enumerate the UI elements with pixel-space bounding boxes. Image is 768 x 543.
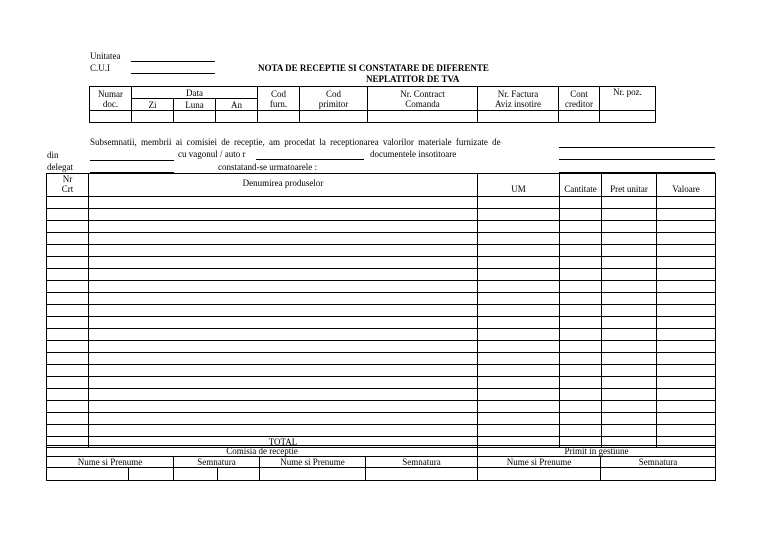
valoare-header: Valoare [657, 174, 716, 197]
nume-prenume-header-2: Nume si Prenume [260, 457, 366, 468]
cod-primitor-header: Cod primitor [300, 87, 368, 111]
valoare-cell[interactable] [657, 197, 716, 209]
table-row [47, 257, 716, 269]
pret-unitar-cell[interactable] [602, 353, 657, 365]
pret-unitar-cell[interactable] [602, 221, 657, 233]
valoare-cell[interactable] [657, 281, 716, 293]
nr-crt-cell[interactable] [47, 329, 89, 341]
nr-crt-cell[interactable] [47, 245, 89, 257]
pret-unitar-cell[interactable] [602, 257, 657, 269]
denumire-cell[interactable] [89, 281, 478, 293]
denumire-cell[interactable] [89, 257, 478, 269]
primit-gestiune-header: Primit in gestiune [478, 446, 716, 457]
nr-crt-cell[interactable] [47, 353, 89, 365]
vagon-field-line [256, 159, 364, 160]
valoare-cell[interactable] [657, 209, 716, 221]
total-label: TOTAL [89, 437, 478, 448]
delegat-label: delegat [47, 162, 73, 172]
constatand-label: constatand-se urmatoarele : [218, 162, 317, 172]
semnatura-cell-3[interactable] [601, 468, 716, 481]
cantitate-cell[interactable] [560, 293, 602, 305]
an-cell[interactable] [216, 111, 258, 123]
pret-unitar-cell[interactable] [602, 413, 657, 425]
cantitate-cell[interactable] [560, 269, 602, 281]
denumire-cell[interactable] [89, 365, 478, 377]
denumire-cell[interactable] [89, 197, 478, 209]
nr-crt-cell[interactable] [47, 377, 89, 389]
vagon-label: cu vagonul / auto r [178, 149, 246, 159]
pret-unitar-cell[interactable] [602, 401, 657, 413]
semnatura-header-2: Semnatura [366, 457, 478, 468]
denumire-cell[interactable] [89, 341, 478, 353]
nr-crt-cell[interactable] [47, 425, 89, 437]
cont-creditor-cell[interactable] [559, 111, 600, 123]
numar-doc-cell[interactable] [90, 111, 132, 123]
denumire-cell[interactable] [89, 317, 478, 329]
um-cell[interactable] [478, 413, 560, 425]
denumire-cell[interactable] [89, 269, 478, 281]
luna-header: Luna [174, 99, 216, 111]
document-subtitle: NEPLATITOR DE TVA [366, 74, 460, 84]
pret-unitar-cell[interactable] [602, 365, 657, 377]
pret-unitar-cell[interactable] [602, 317, 657, 329]
valoare-cell[interactable] [657, 233, 716, 245]
nr-poz-cell[interactable] [600, 111, 656, 123]
cantitate-cell[interactable] [560, 425, 602, 437]
um-cell[interactable] [478, 209, 560, 221]
nr-crt-cell[interactable] [47, 389, 89, 401]
nume-prenume-header-3: Nume si Prenume [478, 457, 601, 468]
semnatura-cell-1[interactable] [174, 468, 260, 481]
cantitate-cell[interactable] [560, 353, 602, 365]
cantitate-cell[interactable] [560, 281, 602, 293]
valoare-cell[interactable] [657, 377, 716, 389]
zi-header: Zi [132, 99, 174, 111]
pret-unitar-cell[interactable] [602, 425, 657, 437]
denumire-cell[interactable] [89, 329, 478, 341]
nr-crt-cell[interactable] [47, 197, 89, 209]
valoare-cell[interactable] [657, 269, 716, 281]
denumire-cell[interactable] [89, 413, 478, 425]
um-cell[interactable] [478, 341, 560, 353]
nume-prenume-cell-2[interactable] [260, 468, 366, 481]
table-row [47, 305, 716, 317]
din-field-line [90, 160, 174, 161]
table-row [47, 197, 716, 209]
pret-unitar-cell[interactable] [602, 197, 657, 209]
denumire-header: Denumirea produselor [89, 174, 478, 197]
nr-crt-cell[interactable] [47, 305, 89, 317]
pret-unitar-cell[interactable] [602, 305, 657, 317]
pret-unitar-cell[interactable] [602, 377, 657, 389]
nr-crt-header: Nr Crt [47, 174, 89, 197]
cod-primitor-cell[interactable] [300, 111, 368, 123]
table-row [47, 377, 716, 389]
semnatura-cell-2[interactable] [366, 468, 478, 481]
unit-field-line [131, 61, 215, 62]
furnizor-field-line [559, 147, 715, 148]
valoare-cell[interactable] [657, 353, 716, 365]
nume-prenume-cell-1[interactable] [47, 468, 174, 481]
um-cell[interactable] [478, 317, 560, 329]
cantitate-cell[interactable] [560, 377, 602, 389]
um-cell[interactable] [478, 269, 560, 281]
pret-unitar-cell[interactable] [602, 281, 657, 293]
cod-furn-header: Cod furn. [258, 87, 300, 111]
denumire-cell[interactable] [89, 353, 478, 365]
valoare-cell[interactable] [657, 305, 716, 317]
um-cell[interactable] [478, 425, 560, 437]
nr-crt-cell[interactable] [47, 401, 89, 413]
valoare-cell[interactable] [657, 341, 716, 353]
cantitate-cell[interactable] [560, 389, 602, 401]
table-row [47, 221, 716, 233]
contract-cell[interactable] [368, 111, 478, 123]
cantitate-cell[interactable] [560, 413, 602, 425]
pret-unitar-cell[interactable] [602, 209, 657, 221]
denumire-cell[interactable] [89, 425, 478, 437]
table-row [47, 425, 716, 437]
nr-crt-cell[interactable] [47, 281, 89, 293]
pret-unitar-cell[interactable] [602, 233, 657, 245]
semnatura-header-3: Semnatura [601, 457, 716, 468]
documente-label: documentele insotitoare [370, 149, 457, 159]
cui-field-line [131, 73, 215, 74]
denumire-cell[interactable] [89, 401, 478, 413]
comisia-receptie-header: Comisia de receptie [47, 446, 478, 457]
table-row [47, 353, 716, 365]
document-title: NOTA DE RECEPTIE SI CONSTATARE DE DIFERENTE [258, 63, 489, 73]
denumire-cell[interactable] [89, 221, 478, 233]
um-cell[interactable] [478, 221, 560, 233]
an-header: An [216, 99, 258, 111]
um-cell[interactable] [478, 401, 560, 413]
cantitate-cell[interactable] [560, 197, 602, 209]
valoare-cell[interactable] [657, 329, 716, 341]
nr-crt-cell[interactable] [47, 221, 89, 233]
factura-header: Nr. Factura Aviz insotire [478, 87, 559, 111]
products-table [46, 173, 716, 448]
cui-label: C.U.I [90, 63, 110, 73]
valoare-cell[interactable] [657, 293, 716, 305]
table-row [47, 317, 716, 329]
table-row [47, 365, 716, 377]
um-header: UM [478, 174, 560, 197]
table-row [47, 245, 716, 257]
din-label: din [47, 150, 59, 160]
pret-unitar-cell[interactable] [602, 245, 657, 257]
nr-crt-cell[interactable] [47, 341, 89, 353]
um-cell[interactable] [478, 305, 560, 317]
valoare-cell[interactable] [657, 221, 716, 233]
contract-header: Nr. Contract Comanda [368, 87, 478, 111]
factura-cell[interactable] [478, 111, 559, 123]
nr-crt-cell[interactable] [47, 365, 89, 377]
um-cell[interactable] [478, 293, 560, 305]
nr-crt-cell[interactable] [47, 269, 89, 281]
valoare-cell[interactable] [657, 425, 716, 437]
table-row [47, 329, 716, 341]
table-row [47, 293, 716, 305]
pret-unitar-cell[interactable] [602, 269, 657, 281]
cantitate-cell[interactable] [560, 245, 602, 257]
um-cell[interactable] [478, 389, 560, 401]
um-cell[interactable] [478, 197, 560, 209]
nr-poz-header: Nr. poz. [600, 87, 656, 111]
valoare-cell[interactable] [657, 401, 716, 413]
data-header: Data [132, 87, 258, 99]
valoare-cell[interactable] [657, 389, 716, 401]
cantitate-cell[interactable] [560, 221, 602, 233]
cantitate-cell[interactable] [560, 401, 602, 413]
nume-prenume-cell-3[interactable] [478, 468, 601, 481]
um-cell[interactable] [478, 329, 560, 341]
valoare-cell[interactable] [657, 317, 716, 329]
um-cell[interactable] [478, 257, 560, 269]
nr-crt-cell[interactable] [47, 257, 89, 269]
signatures-table [46, 445, 716, 481]
table-row [47, 341, 716, 353]
cantitate-cell[interactable] [560, 305, 602, 317]
pret-unitar-cell[interactable] [602, 293, 657, 305]
cantitate-cell[interactable] [560, 365, 602, 377]
numar-doc-header: Numar doc. [90, 87, 132, 111]
semnatura-header-1: Semnatura [174, 457, 260, 468]
cantitate-cell[interactable] [560, 257, 602, 269]
nr-crt-cell[interactable] [47, 209, 89, 221]
denumire-cell[interactable] [89, 209, 478, 221]
um-cell[interactable] [478, 233, 560, 245]
um-cell[interactable] [478, 245, 560, 257]
um-cell[interactable] [478, 281, 560, 293]
luna-cell[interactable] [174, 111, 216, 123]
documente-field-line [559, 159, 715, 160]
table-row [47, 413, 716, 425]
cantitate-cell[interactable] [560, 329, 602, 341]
zi-cell[interactable] [132, 111, 174, 123]
nr-crt-cell[interactable] [47, 413, 89, 425]
cantitate-cell[interactable] [560, 341, 602, 353]
cantitate-header: Cantitate [560, 174, 602, 197]
valoare-cell[interactable] [657, 365, 716, 377]
denumire-cell[interactable] [89, 233, 478, 245]
table-row [47, 389, 716, 401]
valoare-cell[interactable] [657, 413, 716, 425]
denumire-cell[interactable] [89, 377, 478, 389]
table-row [47, 209, 716, 221]
table-row [47, 269, 716, 281]
valoare-cell[interactable] [657, 257, 716, 269]
valoare-cell[interactable] [657, 245, 716, 257]
cantitate-cell[interactable] [560, 233, 602, 245]
um-cell[interactable] [478, 365, 560, 377]
pret-unitar-cell[interactable] [602, 389, 657, 401]
cont-creditor-header: Cont creditor [559, 87, 600, 111]
cod-furn-cell[interactable] [258, 111, 300, 123]
statement-line1: Subsemnatii, membrii ai comisiei de receptie, am procedat la receptionarea valorilor materiale furnizate de [90, 137, 501, 147]
denumire-cell[interactable] [89, 305, 478, 317]
denumire-cell[interactable] [89, 389, 478, 401]
nr-crt-cell[interactable] [47, 293, 89, 305]
table-row [47, 281, 716, 293]
pret-unitar-header: Pret unitar [602, 174, 657, 197]
nr-crt-cell[interactable] [47, 233, 89, 245]
pret-unitar-cell[interactable] [602, 341, 657, 353]
denumire-cell[interactable] [89, 245, 478, 257]
document-info-table [89, 86, 656, 123]
um-cell[interactable] [478, 353, 560, 365]
denumire-cell[interactable] [89, 293, 478, 305]
nr-crt-cell[interactable] [47, 317, 89, 329]
pret-unitar-cell[interactable] [602, 329, 657, 341]
cantitate-cell[interactable] [560, 317, 602, 329]
cantitate-cell[interactable] [560, 209, 602, 221]
nume-prenume-header-1: Nume si Prenume [47, 457, 174, 468]
table-row [47, 401, 716, 413]
table-row [47, 233, 716, 245]
um-cell[interactable] [478, 377, 560, 389]
unit-label: Unitatea [90, 51, 121, 61]
